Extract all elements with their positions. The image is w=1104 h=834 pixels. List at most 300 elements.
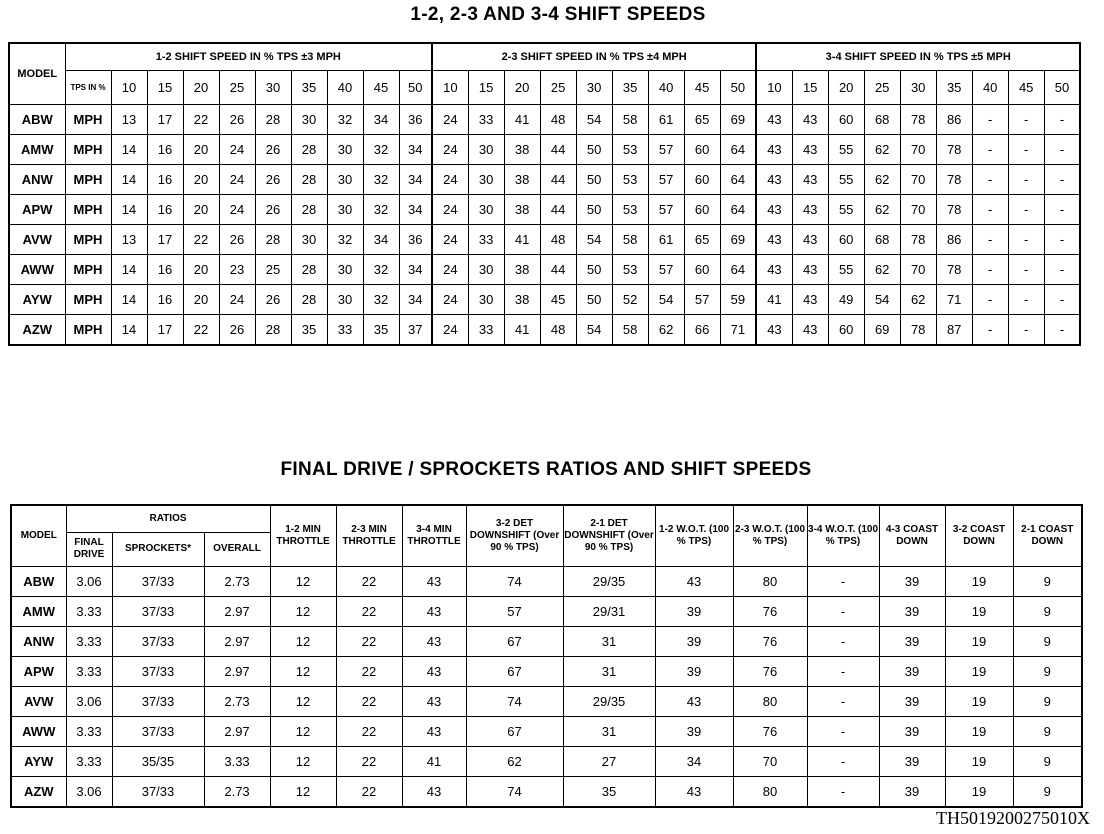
speed-cell: 58: [612, 315, 648, 346]
speed-cell: 28: [291, 285, 327, 315]
model-header: MODEL: [11, 505, 66, 566]
value-cell: 37/33: [112, 626, 204, 656]
speed-cell: 30: [468, 195, 504, 225]
ratios-header: RATIOS: [66, 505, 270, 532]
speed-cell: 43: [756, 315, 792, 346]
speed-cell: 71: [720, 315, 756, 346]
speed-cell: 43: [792, 195, 828, 225]
tps-value-header: 40: [648, 71, 684, 105]
value-cell: 39: [655, 716, 733, 746]
speed-cell: 43: [756, 255, 792, 285]
value-cell: 43: [655, 566, 733, 596]
speed-cell: 41: [756, 285, 792, 315]
speed-cell: 60: [828, 105, 864, 135]
speed-cell: 35: [363, 315, 399, 346]
coast-down-2-1-header: 2-1 COAST DOWN: [1013, 505, 1082, 566]
value-cell: 29/35: [563, 686, 655, 716]
model-cell: APW: [11, 656, 66, 686]
speed-cell: 70: [900, 135, 936, 165]
speed-cell: 43: [756, 105, 792, 135]
tps-value-header: 25: [219, 71, 255, 105]
value-cell: 67: [466, 626, 563, 656]
speed-cell: 33: [468, 105, 504, 135]
speed-cell: 13: [111, 225, 147, 255]
speed-cell: 50: [576, 255, 612, 285]
model-cell: AYW: [11, 746, 66, 776]
speed-cell: 28: [255, 315, 291, 346]
value-cell: 74: [466, 776, 563, 807]
speed-cell: 17: [147, 315, 183, 346]
speed-cell: -: [1044, 105, 1080, 135]
speed-cell: 53: [612, 135, 648, 165]
model-cell: ABW: [11, 566, 66, 596]
speed-cell: 78: [936, 195, 972, 225]
value-cell: 22: [336, 656, 402, 686]
speed-cell: -: [1044, 195, 1080, 225]
tps-value-header: 35: [291, 71, 327, 105]
tps-value-header: 20: [504, 71, 540, 105]
speed-cell: 38: [504, 165, 540, 195]
speed-cell: 20: [183, 165, 219, 195]
final-drive-title: FINAL DRIVE / SPROCKETS RATIOS AND SHIFT SPEEDS: [280, 459, 812, 480]
model-header: MODEL: [9, 43, 65, 105]
speed-cell: 33: [468, 225, 504, 255]
table-row: [9, 195, 1080, 225]
speed-cell: 43: [792, 255, 828, 285]
model-cell: ANW: [11, 626, 66, 656]
value-cell: 2.97: [204, 656, 270, 686]
tps-value-header: 50: [399, 71, 432, 105]
speed-cell: 86: [936, 105, 972, 135]
value-cell: 22: [336, 686, 402, 716]
value-cell: 76: [733, 716, 807, 746]
speed-cell: 64: [720, 255, 756, 285]
speed-cell: 69: [720, 225, 756, 255]
speed-cell: 33: [468, 315, 504, 346]
min-throttle-2-3-header: 2-3 MIN THROTTLE: [336, 505, 402, 566]
figure-code: TH5019200275010X: [936, 808, 1090, 828]
value-cell: 74: [466, 686, 563, 716]
value-cell: 3.06: [66, 566, 112, 596]
value-cell: 43: [402, 716, 466, 746]
value-cell: 43: [402, 776, 466, 807]
speed-cell: -: [972, 255, 1008, 285]
speed-cell: -: [1044, 285, 1080, 315]
value-cell: 2.97: [204, 716, 270, 746]
value-cell: 31: [563, 626, 655, 656]
value-cell: 80: [733, 686, 807, 716]
final-drive-table: [10, 504, 1083, 808]
value-cell: 37/33: [112, 776, 204, 807]
tps-value-header: 25: [864, 71, 900, 105]
value-cell: 43: [402, 596, 466, 626]
speed-cell: 26: [255, 285, 291, 315]
value-cell: 39: [879, 776, 945, 807]
model-cell: AZW: [11, 776, 66, 807]
speed-cell: 44: [540, 255, 576, 285]
speed-cell: 32: [363, 195, 399, 225]
speed-cell: 17: [147, 225, 183, 255]
speed-cell: 28: [291, 255, 327, 285]
tps-value-header: 45: [1008, 71, 1044, 105]
speed-cell: 17: [147, 105, 183, 135]
value-cell: 41: [402, 746, 466, 776]
speed-cell: 16: [147, 165, 183, 195]
speed-cell: -: [972, 165, 1008, 195]
value-cell: 2.73: [204, 566, 270, 596]
value-cell: 39: [879, 626, 945, 656]
speed-cell: 45: [540, 285, 576, 315]
speed-cell: 66: [684, 315, 720, 346]
speed-cell: 38: [504, 135, 540, 165]
value-cell: 22: [336, 566, 402, 596]
value-cell: 22: [336, 596, 402, 626]
model-cell: AZW: [9, 315, 65, 346]
value-cell: 3.06: [66, 686, 112, 716]
speed-cell: 60: [684, 195, 720, 225]
speed-cell: 26: [219, 315, 255, 346]
value-cell: 12: [270, 746, 336, 776]
speed-cell: -: [972, 315, 1008, 346]
speed-cell: 57: [684, 285, 720, 315]
speed-cell: 64: [720, 165, 756, 195]
unit-cell: MPH: [65, 135, 111, 165]
speed-cell: 44: [540, 165, 576, 195]
speed-cell: 52: [612, 285, 648, 315]
table-row: [9, 255, 1080, 285]
speed-cell: 16: [147, 135, 183, 165]
speed-cell: 26: [219, 225, 255, 255]
speed-cell: 61: [648, 225, 684, 255]
value-cell: 3.33: [66, 596, 112, 626]
value-cell: 19: [945, 716, 1013, 746]
shift-group-header: 3-4 SHIFT SPEED IN % TPS ±5 MPH: [756, 43, 1080, 71]
tps-value-header: 50: [720, 71, 756, 105]
value-cell: 43: [655, 686, 733, 716]
speed-cell: 57: [648, 165, 684, 195]
speed-cell: 28: [255, 225, 291, 255]
value-cell: 19: [945, 596, 1013, 626]
value-cell: 12: [270, 716, 336, 746]
tps-value-header: 25: [540, 71, 576, 105]
speed-cell: 24: [219, 285, 255, 315]
speed-cell: 86: [936, 225, 972, 255]
value-cell: 39: [655, 656, 733, 686]
speed-cell: 53: [612, 255, 648, 285]
speed-cell: -: [1008, 315, 1044, 346]
speed-cell: 26: [255, 135, 291, 165]
value-cell: 67: [466, 716, 563, 746]
speed-cell: 24: [219, 135, 255, 165]
speed-cell: 38: [504, 255, 540, 285]
value-cell: 43: [402, 656, 466, 686]
value-cell: 19: [945, 686, 1013, 716]
speed-cell: 24: [432, 285, 468, 315]
model-cell: AYW: [9, 285, 65, 315]
min-throttle-1-2-header: 1-2 MIN THROTTLE: [270, 505, 336, 566]
value-cell: 43: [402, 626, 466, 656]
model-cell: AWW: [9, 255, 65, 285]
model-cell: APW: [9, 195, 65, 225]
speed-cell: -: [1008, 105, 1044, 135]
speed-cell: 28: [291, 165, 327, 195]
speed-cell: 78: [936, 135, 972, 165]
speed-cell: 35: [291, 315, 327, 346]
value-cell: 22: [336, 746, 402, 776]
speed-cell: 24: [432, 225, 468, 255]
value-cell: 80: [733, 566, 807, 596]
speed-cell: 55: [828, 135, 864, 165]
tps-value-header: 10: [756, 71, 792, 105]
speed-cell: -: [1044, 315, 1080, 346]
speed-cell: 41: [504, 105, 540, 135]
speed-cell: 28: [291, 135, 327, 165]
value-cell: 12: [270, 596, 336, 626]
speed-cell: 58: [612, 105, 648, 135]
speed-cell: 61: [648, 105, 684, 135]
speed-cell: 34: [363, 225, 399, 255]
speed-cell: 32: [363, 285, 399, 315]
value-cell: 27: [563, 746, 655, 776]
speed-cell: 36: [399, 225, 432, 255]
speed-cell: 30: [327, 165, 363, 195]
speed-cell: 26: [219, 105, 255, 135]
speed-cell: -: [1008, 225, 1044, 255]
value-cell: 57: [466, 596, 563, 626]
shift-speeds-table: [8, 42, 1081, 346]
speed-cell: 38: [504, 285, 540, 315]
speed-cell: 65: [684, 225, 720, 255]
tps-value-header: 15: [792, 71, 828, 105]
model-cell: ABW: [9, 105, 65, 135]
speed-cell: 38: [504, 195, 540, 225]
speed-cell: 34: [399, 195, 432, 225]
unit-cell: MPH: [65, 315, 111, 346]
value-cell: 9: [1013, 656, 1082, 686]
value-cell: 19: [945, 656, 1013, 686]
table-row: [11, 596, 1082, 626]
speed-cell: 20: [183, 195, 219, 225]
det-downshift-3-2-header: 3-2 DET DOWNSHIFT (Over 90 % TPS): [466, 505, 563, 566]
unit-cell: MPH: [65, 195, 111, 225]
speed-cell: 62: [648, 315, 684, 346]
speed-cell: 62: [864, 165, 900, 195]
value-cell: 9: [1013, 776, 1082, 807]
value-cell: 37/33: [112, 656, 204, 686]
speed-cell: 60: [828, 225, 864, 255]
speed-cell: 28: [291, 195, 327, 225]
tps-value-header: 40: [972, 71, 1008, 105]
unit-cell: MPH: [65, 255, 111, 285]
speed-cell: -: [972, 105, 1008, 135]
value-cell: 9: [1013, 746, 1082, 776]
coast-down-4-3-header: 4-3 COAST DOWN: [879, 505, 945, 566]
value-cell: -: [807, 686, 879, 716]
speed-cell: 44: [540, 195, 576, 225]
speed-cell: 49: [828, 285, 864, 315]
tps-value-header: 30: [576, 71, 612, 105]
final-drive-header: FINAL DRIVE: [66, 532, 112, 566]
value-cell: 80: [733, 776, 807, 807]
value-cell: 76: [733, 596, 807, 626]
speed-cell: 60: [684, 165, 720, 195]
speed-cell: -: [1008, 135, 1044, 165]
value-cell: 74: [466, 566, 563, 596]
value-cell: -: [807, 626, 879, 656]
model-cell: AMW: [9, 135, 65, 165]
table-row: [11, 776, 1082, 807]
table-row: [9, 105, 1080, 135]
speed-cell: 28: [255, 105, 291, 135]
tps-value-header: 15: [468, 71, 504, 105]
speed-cell: 32: [327, 225, 363, 255]
speed-cell: 48: [540, 105, 576, 135]
speed-cell: 26: [255, 195, 291, 225]
speed-cell: 26: [255, 165, 291, 195]
speed-cell: 50: [576, 135, 612, 165]
tps-value-header: 15: [147, 71, 183, 105]
speed-cell: 78: [900, 315, 936, 346]
speed-cell: 54: [864, 285, 900, 315]
speed-cell: 54: [576, 225, 612, 255]
speed-cell: -: [1044, 135, 1080, 165]
speed-cell: 71: [936, 285, 972, 315]
speed-cell: 87: [936, 315, 972, 346]
shift-group-header: 1-2 SHIFT SPEED IN % TPS ±3 MPH: [65, 43, 432, 71]
speed-cell: 16: [147, 195, 183, 225]
tps-value-header: 45: [363, 71, 399, 105]
table-row: [11, 716, 1082, 746]
speed-cell: 60: [684, 135, 720, 165]
speed-cell: -: [1008, 195, 1044, 225]
value-cell: -: [807, 566, 879, 596]
tps-value-header: 20: [828, 71, 864, 105]
speed-cell: 20: [183, 285, 219, 315]
tps-value-header: 30: [255, 71, 291, 105]
model-cell: AVW: [11, 686, 66, 716]
table-row: [11, 746, 1082, 776]
value-cell: 31: [563, 656, 655, 686]
speed-cell: 43: [792, 105, 828, 135]
speed-cell: 43: [792, 285, 828, 315]
speed-cell: 43: [792, 135, 828, 165]
tps-value-header: 40: [327, 71, 363, 105]
speed-cell: 70: [900, 255, 936, 285]
speed-cell: 30: [291, 225, 327, 255]
speed-cell: -: [1044, 255, 1080, 285]
value-cell: 39: [879, 656, 945, 686]
speed-cell: 43: [756, 165, 792, 195]
speed-cell: 55: [828, 165, 864, 195]
value-cell: 9: [1013, 626, 1082, 656]
value-cell: 39: [879, 686, 945, 716]
value-cell: 39: [879, 596, 945, 626]
tps-value-header: 10: [432, 71, 468, 105]
tps-value-header: 10: [111, 71, 147, 105]
value-cell: 37/33: [112, 596, 204, 626]
value-cell: 34: [655, 746, 733, 776]
value-cell: 19: [945, 626, 1013, 656]
speed-cell: 48: [540, 315, 576, 346]
value-cell: 12: [270, 566, 336, 596]
table-row: [11, 656, 1082, 686]
value-cell: 37/33: [112, 566, 204, 596]
model-cell: AMW: [11, 596, 66, 626]
speed-cell: 41: [504, 225, 540, 255]
speed-cell: -: [1044, 225, 1080, 255]
value-cell: 39: [655, 626, 733, 656]
speed-cell: 33: [327, 315, 363, 346]
value-cell: 3.33: [66, 716, 112, 746]
speed-cell: 24: [432, 165, 468, 195]
value-cell: 9: [1013, 596, 1082, 626]
value-cell: 22: [336, 626, 402, 656]
value-cell: 3.33: [66, 656, 112, 686]
speed-cell: 14: [111, 165, 147, 195]
speed-cell: 34: [399, 285, 432, 315]
speed-cell: 25: [255, 255, 291, 285]
speed-cell: 53: [612, 195, 648, 225]
value-cell: 39: [879, 566, 945, 596]
value-cell: 29/31: [563, 596, 655, 626]
speed-cell: 50: [576, 195, 612, 225]
speed-cell: 69: [864, 315, 900, 346]
speed-cell: -: [1008, 255, 1044, 285]
speed-cell: 13: [111, 105, 147, 135]
speed-cell: 41: [504, 315, 540, 346]
speed-cell: 62: [900, 285, 936, 315]
value-cell: 43: [402, 686, 466, 716]
shift-speeds-title: 1-2, 2-3 AND 3-4 SHIFT SPEEDS: [410, 4, 706, 25]
speed-cell: 32: [363, 255, 399, 285]
speed-cell: 59: [720, 285, 756, 315]
speed-cell: 43: [756, 135, 792, 165]
speed-cell: 43: [756, 195, 792, 225]
speed-cell: 57: [648, 195, 684, 225]
speed-cell: 14: [111, 135, 147, 165]
speed-cell: 54: [576, 105, 612, 135]
coast-down-3-2-header: 3-2 COAST DOWN: [945, 505, 1013, 566]
wot-2-3-header: 2-3 W.O.T. (100 % TPS): [733, 505, 807, 566]
table-row: [9, 315, 1080, 346]
speed-cell: 70: [900, 195, 936, 225]
speed-cell: 30: [327, 135, 363, 165]
tps-value-header: 50: [1044, 71, 1080, 105]
value-cell: 35/35: [112, 746, 204, 776]
value-cell: 29/35: [563, 566, 655, 596]
speed-cell: 30: [327, 255, 363, 285]
speed-cell: 53: [612, 165, 648, 195]
speed-cell: 30: [291, 105, 327, 135]
value-cell: 3.33: [66, 626, 112, 656]
speed-cell: 24: [432, 315, 468, 346]
wot-3-4-header: 3-4 W.O.T. (100 % TPS): [807, 505, 879, 566]
speed-cell: 30: [327, 285, 363, 315]
tps-value-header: 35: [936, 71, 972, 105]
value-cell: 3.33: [66, 746, 112, 776]
value-cell: 19: [945, 746, 1013, 776]
table-row: [9, 285, 1080, 315]
speed-cell: 64: [720, 135, 756, 165]
speed-cell: 43: [756, 225, 792, 255]
speed-cell: 55: [828, 195, 864, 225]
value-cell: 2.97: [204, 626, 270, 656]
value-cell: 39: [879, 716, 945, 746]
speed-cell: 34: [363, 105, 399, 135]
speed-cell: -: [972, 195, 1008, 225]
value-cell: -: [807, 746, 879, 776]
speed-cell: 78: [900, 105, 936, 135]
